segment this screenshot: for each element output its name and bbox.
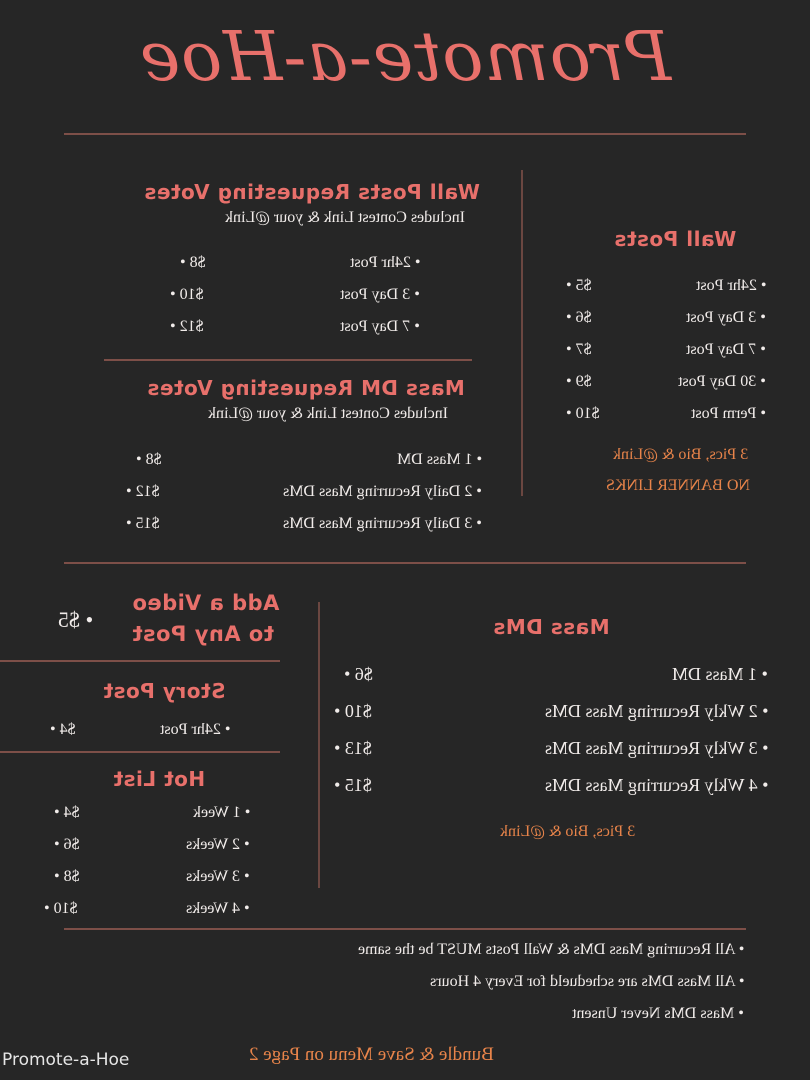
item-label: • 1 Mass DM — [672, 664, 768, 684]
bottom-column-divider — [318, 602, 320, 888]
list-item — [334, 775, 768, 812]
note-item: • Mass DMs Never Unsent — [572, 1005, 744, 1022]
item-price: $9 • — [566, 373, 592, 390]
list-item — [334, 664, 768, 701]
mass-dms-note: 3 Pics, Bio & @Link — [499, 823, 635, 840]
wall-posts-votes-heading: Wall Posts Requesting Votes — [144, 180, 480, 204]
mass-dm-votes-heading: Mass DM Requesting Votes — [147, 376, 465, 400]
item-label: • 3 Daily Recurring Mass DMs — [283, 515, 482, 532]
item-label: • 4 Weeks — [186, 900, 250, 917]
wall-posts-note: 3 Pics, Bio & @Link — [612, 446, 748, 463]
middle-divider — [64, 562, 746, 564]
list-item — [170, 254, 420, 286]
list-item — [50, 721, 230, 753]
add-video-heading-line1: Add a Video — [131, 591, 279, 615]
item-label: • 3 Day Post — [340, 286, 420, 303]
item-price: $10 • — [566, 405, 600, 422]
note-item: • All Recurring Mass DMs & Wall Posts MUST be the same — [357, 941, 744, 958]
item-label: • 3 Day Post — [686, 309, 766, 326]
list-item — [566, 405, 766, 437]
story-divider — [0, 751, 280, 753]
votes-divider — [104, 359, 472, 361]
item-price: $12 • — [170, 318, 204, 335]
item-label: • 7 Day Post — [340, 318, 420, 335]
wall-posts-votes-subtitle: Includes Contest Link & your @Link — [224, 209, 465, 226]
wall-posts-list — [566, 277, 766, 437]
item-price: $4 • — [50, 721, 76, 738]
list-item — [44, 804, 250, 836]
item-price: $8 • — [180, 254, 206, 271]
item-price: $4 • — [54, 804, 80, 821]
mass-dms-heading: Mass DMs — [493, 615, 610, 639]
item-label: • Perm Post — [691, 405, 766, 422]
page-title: Promote-a-Hoe — [138, 18, 672, 97]
wall-posts-no-banner-note: NO BANNER LINKS — [606, 477, 750, 494]
note-item: • All Mass DMs are schedueld for Every 4 Hours — [429, 973, 744, 990]
list-item — [566, 341, 766, 373]
item-label: • 1 Week — [192, 804, 250, 821]
wall-posts-votes-list — [170, 254, 420, 350]
item-price: $15 • — [126, 515, 160, 532]
item-label: • 2 Daily Recurring Mass DMs — [283, 483, 482, 500]
add-video-heading — [132, 588, 279, 650]
item-label: • 24hr Post — [695, 277, 766, 294]
item-price: $5 • — [566, 277, 592, 294]
mass-dm-votes-list — [126, 451, 482, 547]
wall-posts-heading: Wall Posts — [613, 227, 736, 251]
video-divider — [0, 660, 280, 662]
list-item — [170, 286, 420, 318]
top-column-divider — [521, 170, 523, 496]
mass-dms-list — [334, 664, 768, 812]
list-item — [334, 701, 768, 738]
hot-list-list — [44, 804, 250, 932]
item-label: • 24hr Post — [349, 254, 420, 271]
list-item — [566, 373, 766, 405]
item-price: $6 • — [566, 309, 592, 326]
mass-dm-votes-subtitle: Includes Contest Link & your @Link — [207, 405, 448, 422]
list-item — [170, 318, 420, 350]
item-price: $6 • — [344, 664, 373, 684]
item-label: • 4 Wkly Recurring Mass DMs — [544, 775, 768, 795]
item-price: $10 • — [170, 286, 204, 303]
item-label: • 3 Weeks — [186, 868, 250, 885]
list-item — [126, 451, 482, 483]
item-label: • 7 Day Post — [686, 341, 766, 358]
story-post-heading: Story Post — [102, 679, 225, 703]
list-item — [566, 309, 766, 341]
item-label: • 1 Mass DM — [396, 451, 482, 468]
item-price: $15 • — [334, 775, 372, 795]
item-price: $12 • — [126, 483, 160, 500]
item-label: • 2 Weeks — [186, 836, 250, 853]
item-label: • 3 Wkly Recurring Mass DMs — [544, 738, 768, 758]
list-item — [44, 868, 250, 900]
watermark-text: Promote-a-Hoe — [2, 1050, 130, 1070]
story-post-list — [50, 721, 230, 753]
hot-list-heading: Hot List — [112, 767, 205, 791]
list-item — [566, 277, 766, 309]
item-price: $7 • — [566, 341, 592, 358]
add-video-heading-line2: to Any Post — [131, 622, 274, 646]
bundle-menu-link[interactable]: Bundle & Save Menu on Page 2 — [249, 1044, 494, 1065]
list-item — [334, 738, 768, 775]
item-price: $10 • — [334, 701, 372, 721]
title-divider — [64, 133, 746, 135]
add-video-price: • $5 — [58, 607, 94, 632]
bottom-divider — [64, 928, 746, 930]
item-label: • 24hr Post — [159, 721, 230, 738]
item-price: $8 • — [54, 868, 80, 885]
list-item — [44, 836, 250, 868]
item-price: $6 • — [54, 836, 80, 853]
item-label: • 2 Wkly Recurring Mass DMs — [544, 701, 768, 721]
list-item — [126, 483, 482, 515]
item-price: $10 • — [44, 900, 78, 917]
item-price: $8 • — [136, 451, 162, 468]
item-price: $13 • — [334, 738, 372, 758]
item-label: • 30 Day Post — [678, 373, 766, 390]
list-item — [126, 515, 482, 547]
